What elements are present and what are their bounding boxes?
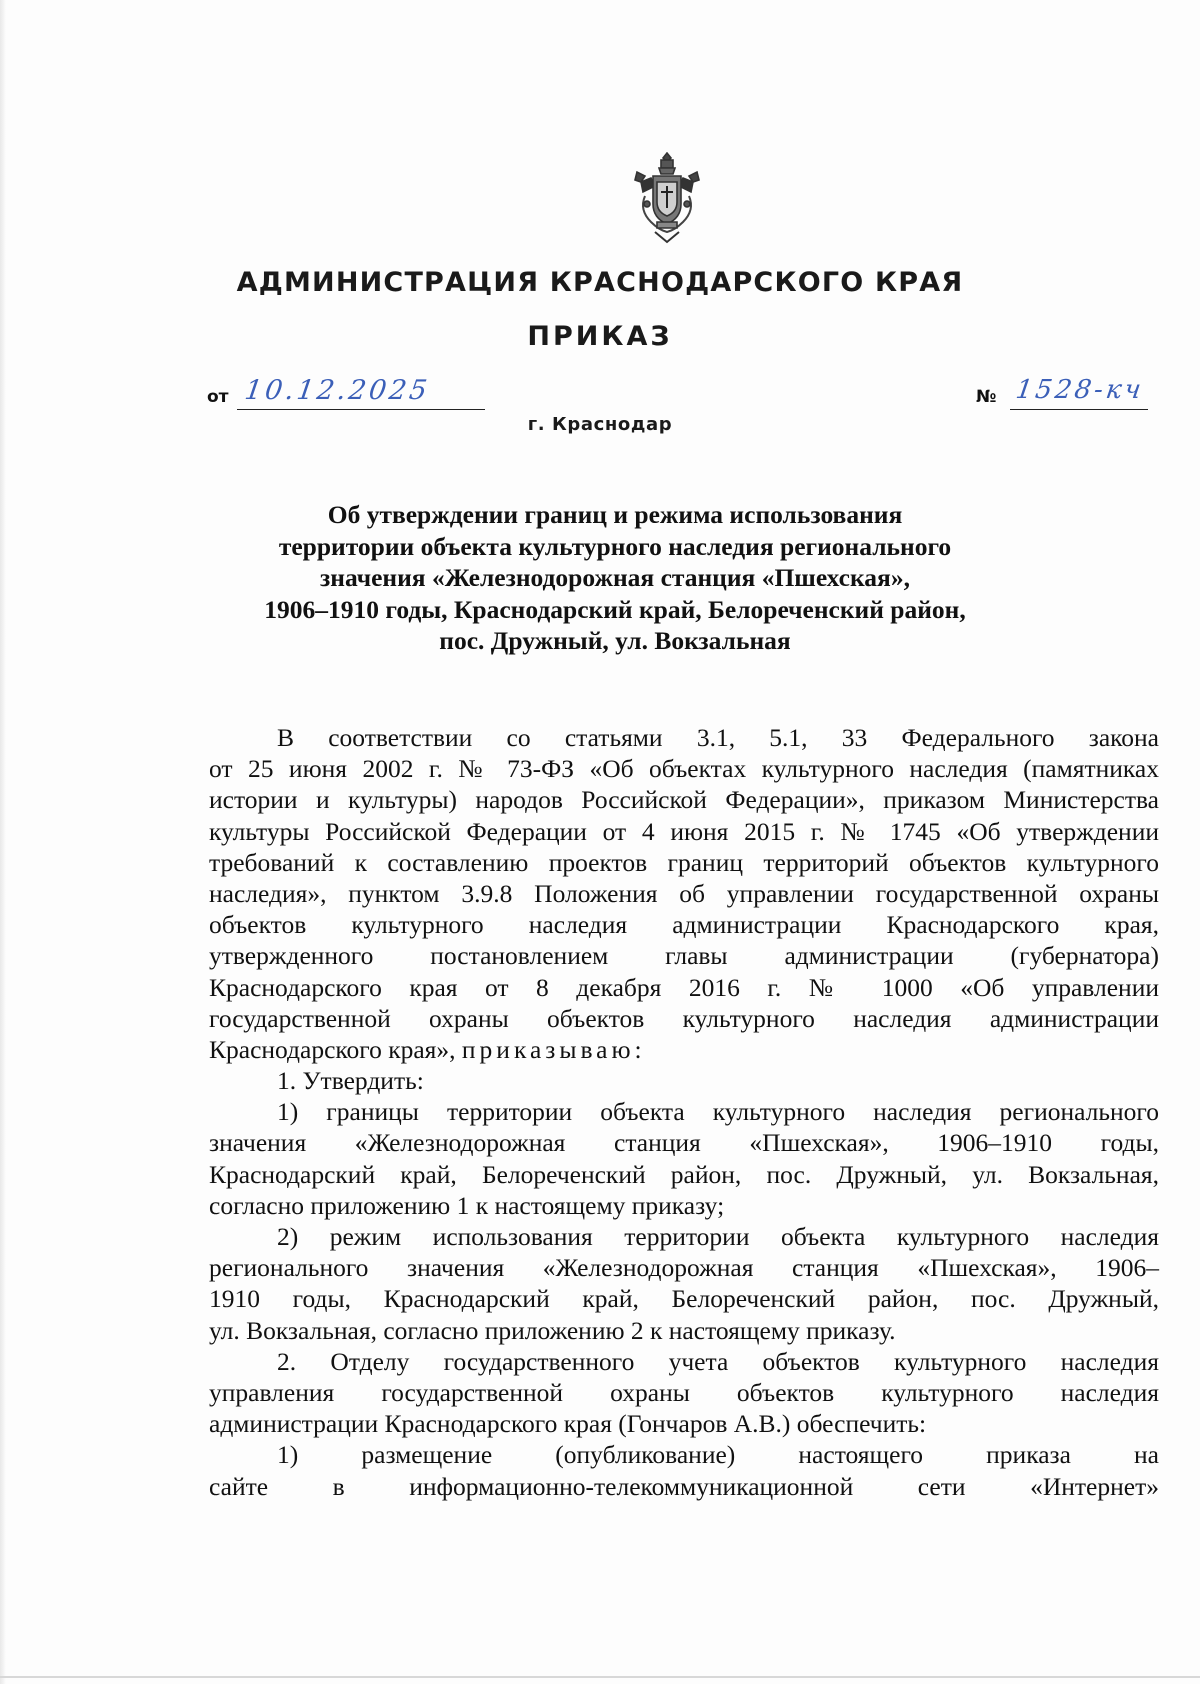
body-line: Краснодарский край, Белореченский район, пос. Дружный, ул. Вокзальная, [209, 1159, 1159, 1189]
handwritten-number: 1528-кч [1013, 375, 1146, 405]
body-line: 2. Отделу государственного учета объектов культурного наследия [277, 1346, 1159, 1376]
body-line: управления государственной охраны объектов культурного наследия [209, 1377, 1159, 1407]
body-line: В соответствии со статьями 3.1, 5.1, 33 Федерального закона [277, 723, 1159, 752]
page-bottom-edge [0, 1676, 1200, 1678]
date-prefix: от [207, 387, 229, 407]
date-underline [237, 409, 485, 410]
body-line: 1910 годы, Краснодарский край, Белореченский район, пос. Дружный, [209, 1284, 1159, 1314]
body-line: значения «Железнодорожная станция «Пшехская», 1906–1910 годы, [209, 1128, 1159, 1158]
subject-line: территории объекта культурного наследия регионального [278, 531, 952, 561]
body-line: 1) размещение (опубликование) настоящего приказа на [277, 1440, 1159, 1470]
body-line: культуры Российской Федерации от 4 июня 2015 г. № 1745 «Об утверждении [209, 816, 1159, 846]
date-field [207, 375, 487, 417]
body-line: 1. Утвердить: [277, 1066, 424, 1096]
body-line: утвержденного постановлением главы администрации (губернатора) [209, 941, 1159, 971]
order-keyword: приказываю: [461, 1034, 646, 1064]
body-line: администрации Краснодарского края (Гончаров А.В.) обеспечить: [209, 1409, 927, 1439]
body-text-lead: Краснодарского края», [209, 1034, 456, 1064]
body-line: от 25 июня 2002 г. № 73-ФЗ «Об объектах культурного наследия (памятниках [209, 754, 1159, 784]
number-prefix: № [976, 387, 997, 407]
organization-title: АДМИНИСТРАЦИЯ КРАСНОДАРСКОГО КРАЯ [236, 267, 964, 298]
body-line: согласно приложению 1 к настоящему приказу; [209, 1190, 725, 1220]
document-subject [230, 499, 1000, 657]
coat-of-arms-icon [631, 152, 703, 244]
subject-line: пос. Дружный, ул. Вокзальная [439, 626, 791, 655]
city: г. Краснодар [527, 414, 673, 435]
subject-line: Об утверждении границ и режима использования [327, 500, 903, 529]
body-line: истории и культуры) народов Российской Федерации», приказом Министерства [209, 785, 1159, 815]
body-line: наследия», пунктом 3.9.8 Положения об управлении государственной охраны [209, 878, 1159, 908]
body-line: Краснодарского края от 8 декабря 2016 г. № 1000 «Об управлении [209, 972, 1159, 1002]
document-type: ПРИКАЗ [527, 321, 673, 352]
document-body [209, 722, 1159, 1502]
body-line: сайте в информационно-телекоммуникационной сети «Интернет» [209, 1471, 1159, 1501]
body-line [209, 1034, 1159, 1065]
body-line: ул. Вокзальная, согласно приложению 2 к настоящему приказу. [209, 1315, 896, 1345]
number-field [976, 375, 1156, 417]
scan-edge-shadow [0, 0, 6, 1684]
subject-line: 1906–1910 годы, Краснодарский край, Белореченский район, [264, 594, 966, 624]
handwritten-date: 10.12.2025 [242, 375, 432, 406]
subject-line: значения «Железнодорожная станция «Пшехская», [320, 563, 910, 592]
number-underline [1010, 409, 1148, 410]
body-line: 1) границы территории объекта культурного наследия регионального [277, 1097, 1159, 1127]
body-line: государственной охраны объектов культурного наследия администрации [209, 1003, 1159, 1033]
body-line: объектов культурного наследия администрации Краснодарского края, [209, 910, 1159, 940]
body-line: регионального значения «Железнодорожная станция «Пшехская», 1906– [209, 1253, 1159, 1283]
body-line: 2) режим использования территории объекта культурного наследия [277, 1222, 1159, 1251]
body-line: требований к составлению проектов границ территорий объектов культурного [209, 847, 1159, 877]
